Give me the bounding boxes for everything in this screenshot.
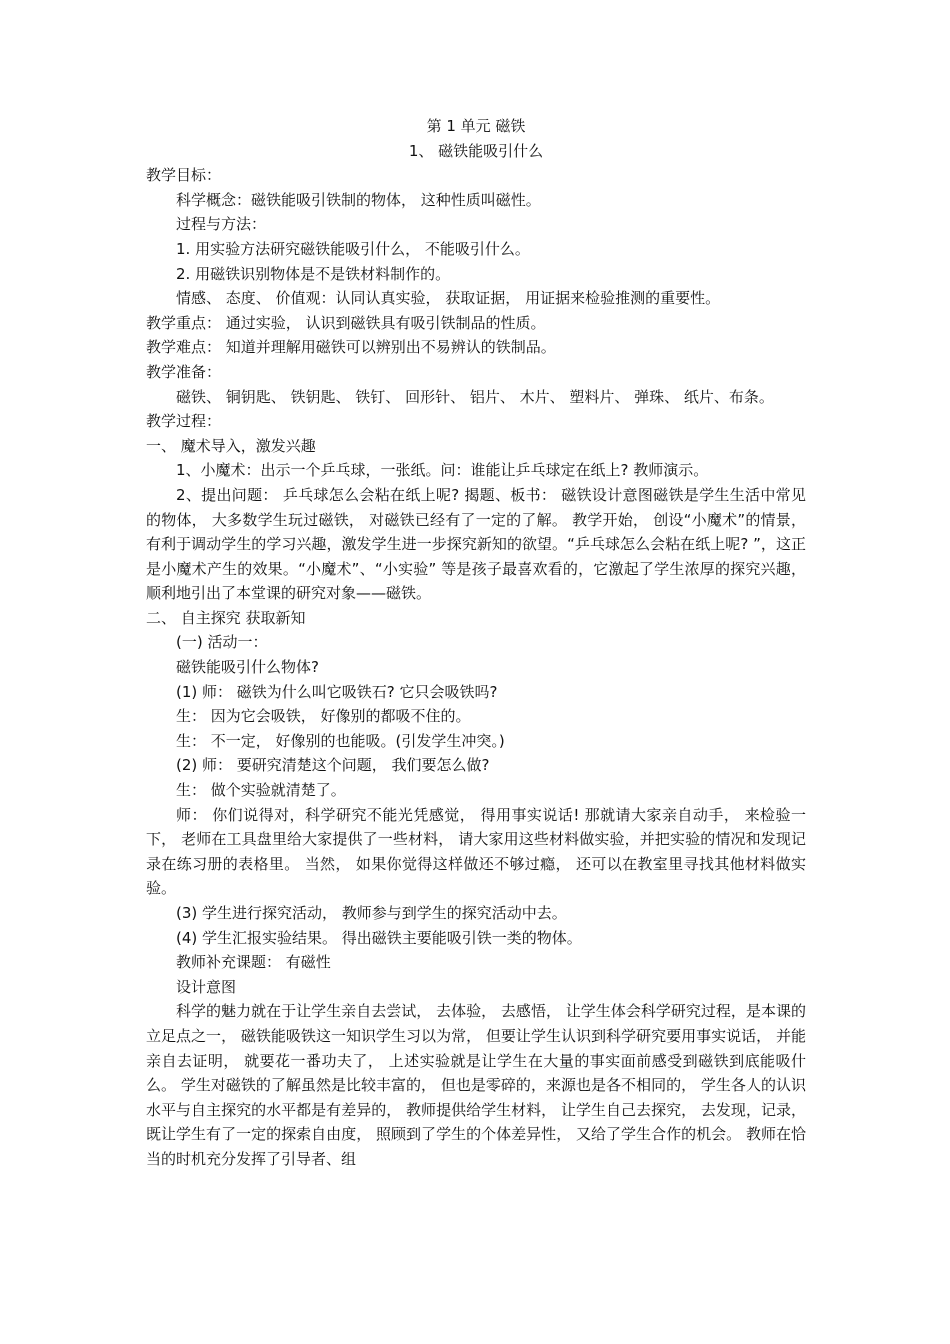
paragraph: 1. 用实验方法研究磁铁能吸引什么， 不能吸引什么。 — [176, 239, 530, 258]
paragraph: 过程与方法： — [176, 215, 267, 234]
paragraph: (4) 学生汇报实验结果。 得出磁铁主要能吸引铁一类的物体。 — [176, 928, 582, 947]
section-heading: 教学难点： 知道并理解用磁铁可以辨别出不易辨认的铁制品。 — [146, 338, 556, 357]
paragraph: 科学概念：磁铁能吸引铁制的物体， 这种性质叫磁性。 — [176, 190, 541, 209]
section-heading: 教学目标： — [146, 166, 222, 185]
paragraph: 生： 做个实验就清楚了。 — [176, 781, 346, 800]
paragraph: (3) 学生进行探究活动， 教师参与到学生的探究活动中去。 — [176, 904, 567, 922]
paragraph: (2) 师： 要研究清楚这个问题， 我们要怎么做? — [176, 756, 490, 775]
paragraph: 科学的魅力就在于让学生亲自去尝试， 去体验， 去感悟， 让学生体会科学研究过程，是本课的立足点之一， 磁铁能吸铁这一知识学生习以为常， 但要让学生认识到科学研究要用事实说话， 并能亲自去证明， 就要花一番功夫了， 上述实验就是让学生在大量的事实面前感受到磁铁到底能吸什么。 学生对磁铁的了解虽然是比较丰富的， 但也是零碎的，来源也是各不相同的， 学生各人的认识水平与自主探究的水平都是有差异的， 教师提供给学生材料， 让学生自己去探究， 去发现，记录， 既让学生有了一定的探索自由度， 照顾到了学生的个体差异性， 又给了学生合作的机会。 教师在恰当的时机充分发挥了引导者、组 — [146, 1002, 806, 1168]
document-body — [146, 114, 806, 1172]
section-heading: 教学过程： — [146, 412, 222, 431]
paragraph: 教师补充课题： 有磁性 — [176, 953, 331, 972]
paragraph: 生： 不一定， 好像别的也能吸。(引发学生冲突。) — [176, 731, 505, 750]
section-heading: 教学准备： — [146, 362, 222, 381]
paragraph: (1) 师： 磁铁为什么叫它吸铁石? 它只会吸铁吗? — [176, 682, 498, 701]
paragraph: 2、提出问题： 乒乓球怎么会粘在纸上呢? 揭题、板书： 磁铁设计意图磁铁是学生生活中常见的物体， 大多数学生玩过磁铁， 对磁铁已经有了一定的了解。 教学开始， 创设“小魔术”的情景，有利于调动学生的学习兴趣，激发学生进一步探究新知的欲望。“乒乓球怎么会粘在纸上呢? ”，这正是小魔术产生的效果。“小魔术”、“小实验” 等是孩子最喜欢看的，它激起了学生浓厚的探究兴趣，顺利地引出了本堂课的研究对象——磁铁。 — [146, 485, 806, 603]
paragraph: 生： 因为它会吸铁， 好像别的都吸不住的。 — [176, 707, 471, 726]
section-heading: 教学重点： 通过实验， 认识到磁铁具有吸引铁制品的性质。 — [146, 313, 546, 332]
lesson-title: 1、 磁铁能吸引什么 — [408, 141, 544, 160]
paragraph: 1、小魔术：出示一个乒乓球，一张纸。问：谁能让乒乓球定在纸上? 教师演示。 — [176, 461, 709, 480]
section-heading: 二、 自主探究 获取新知 — [146, 608, 306, 627]
unit-title: 第 1 单元 磁铁 — [426, 117, 526, 135]
paragraph: 设计意图 — [176, 977, 237, 996]
paragraph: 情感、 态度、 价值观：认同认真实验， 获取证据， 用证据来检验推测的重要性。 — [176, 289, 721, 308]
paragraph: 磁铁、 铜钥匙、 铁钥匙、 铁钉、 回形针、 铝片、 木片、 塑料片、 弹珠、 纸片、布条。 — [176, 387, 774, 406]
paragraph: (一) 活动一： — [176, 633, 268, 652]
paragraph: 师： 你们说得对，科学研究不能光凭感觉， 得用事实说话! 那就请大家亲自动手， 来检验一下， 老师在工具盘里给大家提供了一些材料， 请大家用这些材料做实验，并把实验的情况和发现记录在练习册的表格里。 当然， 如果你觉得这样做还不够过瘾， 还可以在教室里寻找其他材料做实验。 — [146, 805, 806, 898]
paragraph: 磁铁能吸引什么物体? — [176, 658, 319, 677]
section-heading: 一、 魔术导入，激发兴趣 — [146, 436, 316, 455]
paragraph: 2. 用磁铁识别物体是不是铁材料制作的。 — [176, 264, 451, 283]
document-lines — [146, 163, 806, 1171]
